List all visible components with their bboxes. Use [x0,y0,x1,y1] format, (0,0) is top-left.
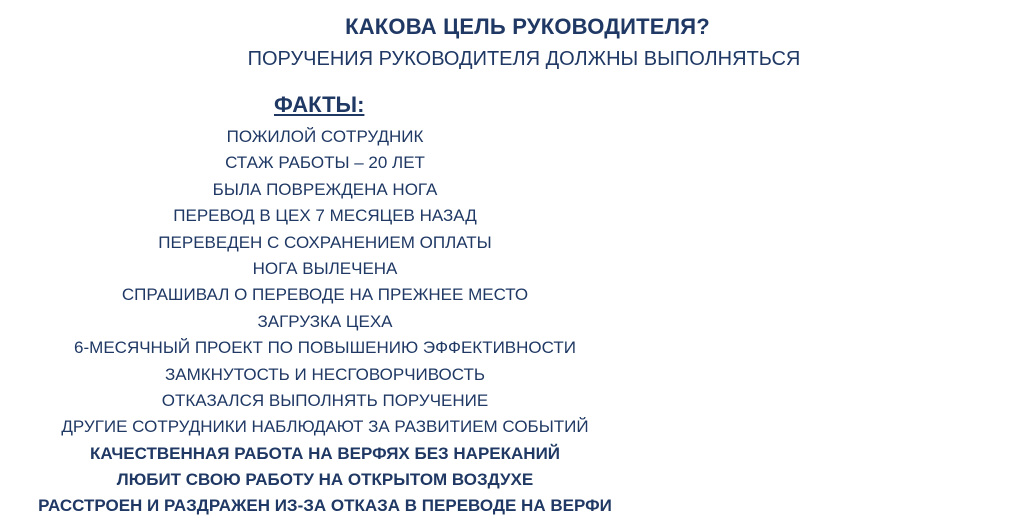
fact-item-highlighted: КАЧЕСТВЕННАЯ РАБОТА НА ВЕРФЯХ БЕЗ НАРЕКАНИЙ [89,443,561,463]
fact-item: СТАЖ РАБОТЫ – 20 ЛЕТ [225,153,425,173]
facts-list [0,124,650,520]
fact-item: ОТКАЗАЛСЯ ВЫПОЛНЯТЬ ПОРУЧЕНИЕ [161,390,489,410]
fact-item: НОГА ВЫЛЕЧЕНА [252,258,398,278]
fact-item: ПОЖИЛОЙ СОТРУДНИК [226,127,424,146]
fact-item: ДРУГИЕ СОТРУДНИКИ НАБЛЮДАЮТ ЗА РАЗВИТИЕМ СОБЫТИЙ [61,417,589,437]
fact-item: ПЕРЕВОД В ЦЕХ 7 МЕСЯЦЕВ НАЗАД [173,206,477,226]
fact-item: СПРАШИВАЛ О ПЕРЕВОДЕ НА ПРЕЖНЕЕ МЕСТО [121,285,529,305]
slide-subtitle: ПОРУЧЕНИЯ РУКОВОДИТЕЛЯ ДОЛЖНЫ ВЫПОЛНЯТЬСЯ [247,48,801,70]
facts-heading: ФАКТЫ: [274,92,365,117]
fact-item: ЗАГРУЗКА ЦЕХА [257,311,393,331]
slide-title: КАКОВА ЦЕЛЬ РУКОВОДИТЕЛЯ? [345,14,710,39]
fact-item: ЗАМКНУТОСТЬ И НЕСГОВОРЧИВОСТЬ [164,364,485,384]
fact-item: 6-МЕСЯЧНЫЙ ПРОЕКТ ПО ПОВЫШЕНИЮ ЭФФЕКТИВНОСТИ [74,338,576,358]
fact-item-highlighted: ЛЮБИТ СВОЮ РАБОТУ НА ОТКРЫТОМ ВОЗДУХЕ [116,470,534,490]
fact-item: ПЕРЕВЕДЕН С СОХРАНЕНИЕМ ОПЛАТЫ [158,232,492,252]
fact-item: БЫЛА ПОВРЕЖДЕНА НОГА [212,179,438,199]
fact-item-highlighted: РАССТРОЕН И РАЗДРАЖЕН ИЗ-ЗА ОТКАЗА В ПЕРЕВОДЕ НА ВЕРФИ [38,496,612,516]
